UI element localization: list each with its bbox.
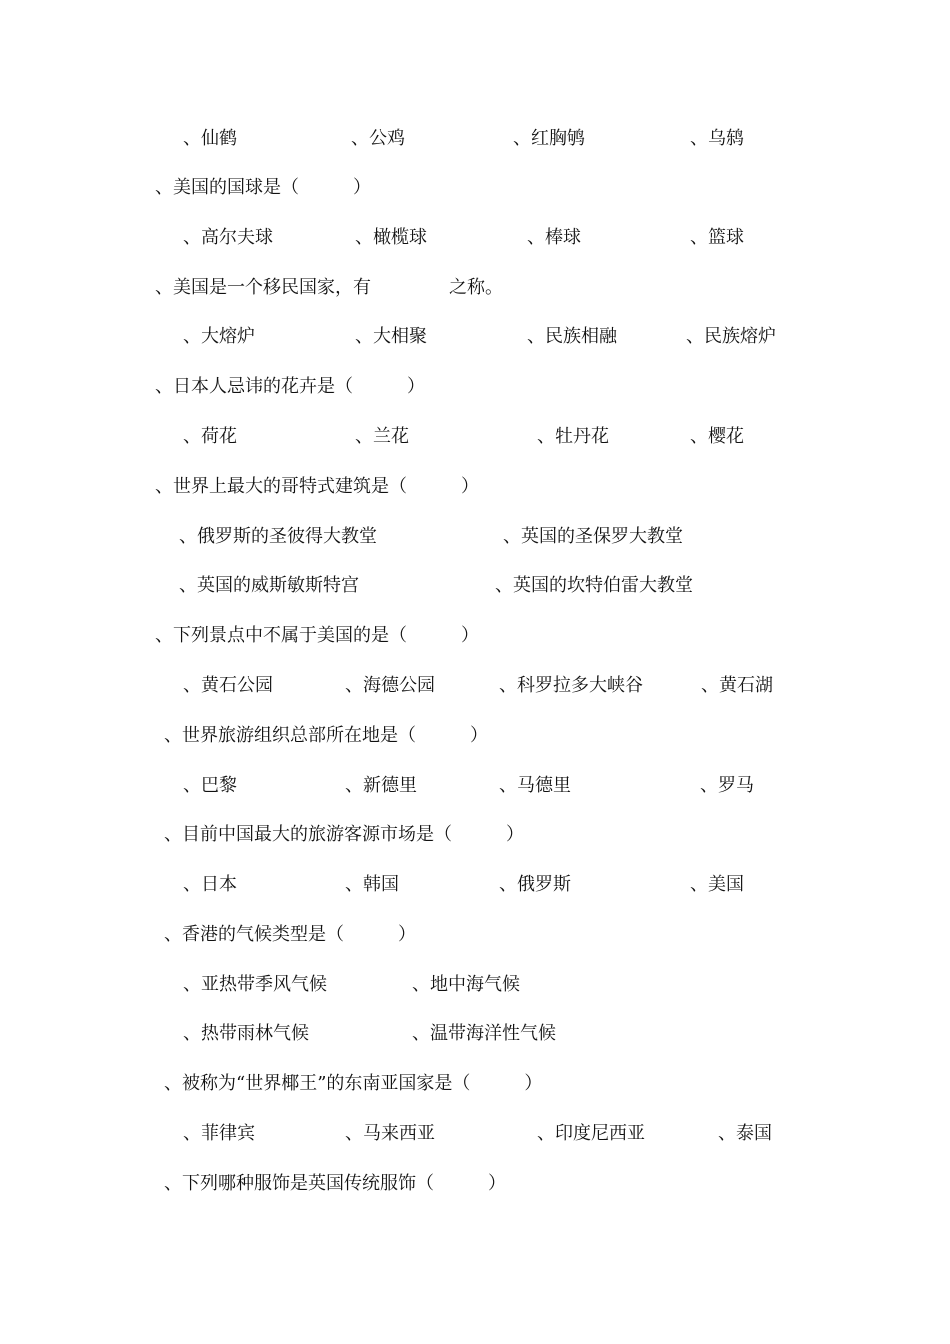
option-a: 、日本: [183, 874, 237, 895]
option-c: 、红胸鸲: [513, 128, 585, 149]
option-d: 、黄石湖: [701, 675, 773, 696]
option-b: 、公鸡: [351, 128, 405, 149]
option-b: 、大相聚: [355, 326, 427, 347]
option-a: 、黄石公园: [183, 675, 273, 696]
option-d: 、英国的坎特伯雷大教堂: [495, 575, 693, 596]
option-c: 、棒球: [527, 227, 581, 248]
question-unwto: 、世界旅游组织总部所在地是（ ）: [164, 725, 488, 746]
option-b: 、马来西亚: [345, 1123, 435, 1144]
option-c: 、马德里: [499, 775, 571, 796]
option-a: 、高尔夫球: [183, 227, 273, 248]
option-d: 、温带海洋性气候: [412, 1023, 556, 1044]
question-japan-flower: 、日本人忌讳的花卉是（ ）: [155, 376, 425, 397]
option-d: 、罗马: [700, 775, 754, 796]
option-c: 、热带雨林气候: [183, 1023, 309, 1044]
option-a: 、俄罗斯的圣彼得大教堂: [179, 526, 377, 547]
question-immigrant-b: 之称。: [449, 277, 503, 298]
option-d: 、乌鸫: [690, 128, 744, 149]
option-d: 、篮球: [690, 227, 744, 248]
option-b: 、英国的圣保罗大教堂: [503, 526, 683, 547]
question-gothic: 、世界上最大的哥特式建筑是（ ）: [155, 476, 479, 497]
question-not-usa: 、下列景点中不属于美国的是（ ）: [155, 625, 479, 646]
question-immigrant-a: 、美国是一个移民国家，有: [155, 277, 371, 298]
option-a: 、大熔炉: [183, 326, 255, 347]
option-a: 、菲律宾: [183, 1123, 255, 1144]
option-a: 、荷花: [183, 426, 237, 447]
option-b: 、兰花: [355, 426, 409, 447]
question-dress: 、下列哪种服饰是英国传统服饰（ ）: [164, 1173, 506, 1194]
option-d: 、泰国: [718, 1123, 772, 1144]
option-b: 、地中海气候: [412, 974, 520, 995]
option-c: 、科罗拉多大峡谷: [499, 675, 643, 696]
option-b: 、韩国: [345, 874, 399, 895]
question-coconut: 、被称为“世界椰王”的东南亚国家是（ ）: [164, 1073, 543, 1094]
option-b: 、新德里: [345, 775, 417, 796]
question-national-ball: 、美国的国球是（ ）: [155, 177, 371, 198]
option-a: 、巴黎: [183, 775, 237, 796]
option-a: 、仙鹤: [183, 128, 237, 149]
option-c: 、牡丹花: [537, 426, 609, 447]
option-a: 、亚热带季风气候: [183, 974, 327, 995]
option-c: 、英国的威斯敏斯特宫: [179, 575, 359, 596]
option-c: 、民族相融: [527, 326, 617, 347]
option-d: 、樱花: [690, 426, 744, 447]
question-climate: 、香港的气候类型是（ ）: [164, 924, 416, 945]
option-b: 、橄榄球: [355, 227, 427, 248]
question-market: 、目前中国最大的旅游客源市场是（ ）: [164, 824, 524, 845]
option-c: 、俄罗斯: [499, 874, 571, 895]
option-d: 、美国: [690, 874, 744, 895]
option-c: 、印度尼西亚: [537, 1123, 645, 1144]
option-d: 、民族熔炉: [686, 326, 776, 347]
option-b: 、海德公园: [345, 675, 435, 696]
